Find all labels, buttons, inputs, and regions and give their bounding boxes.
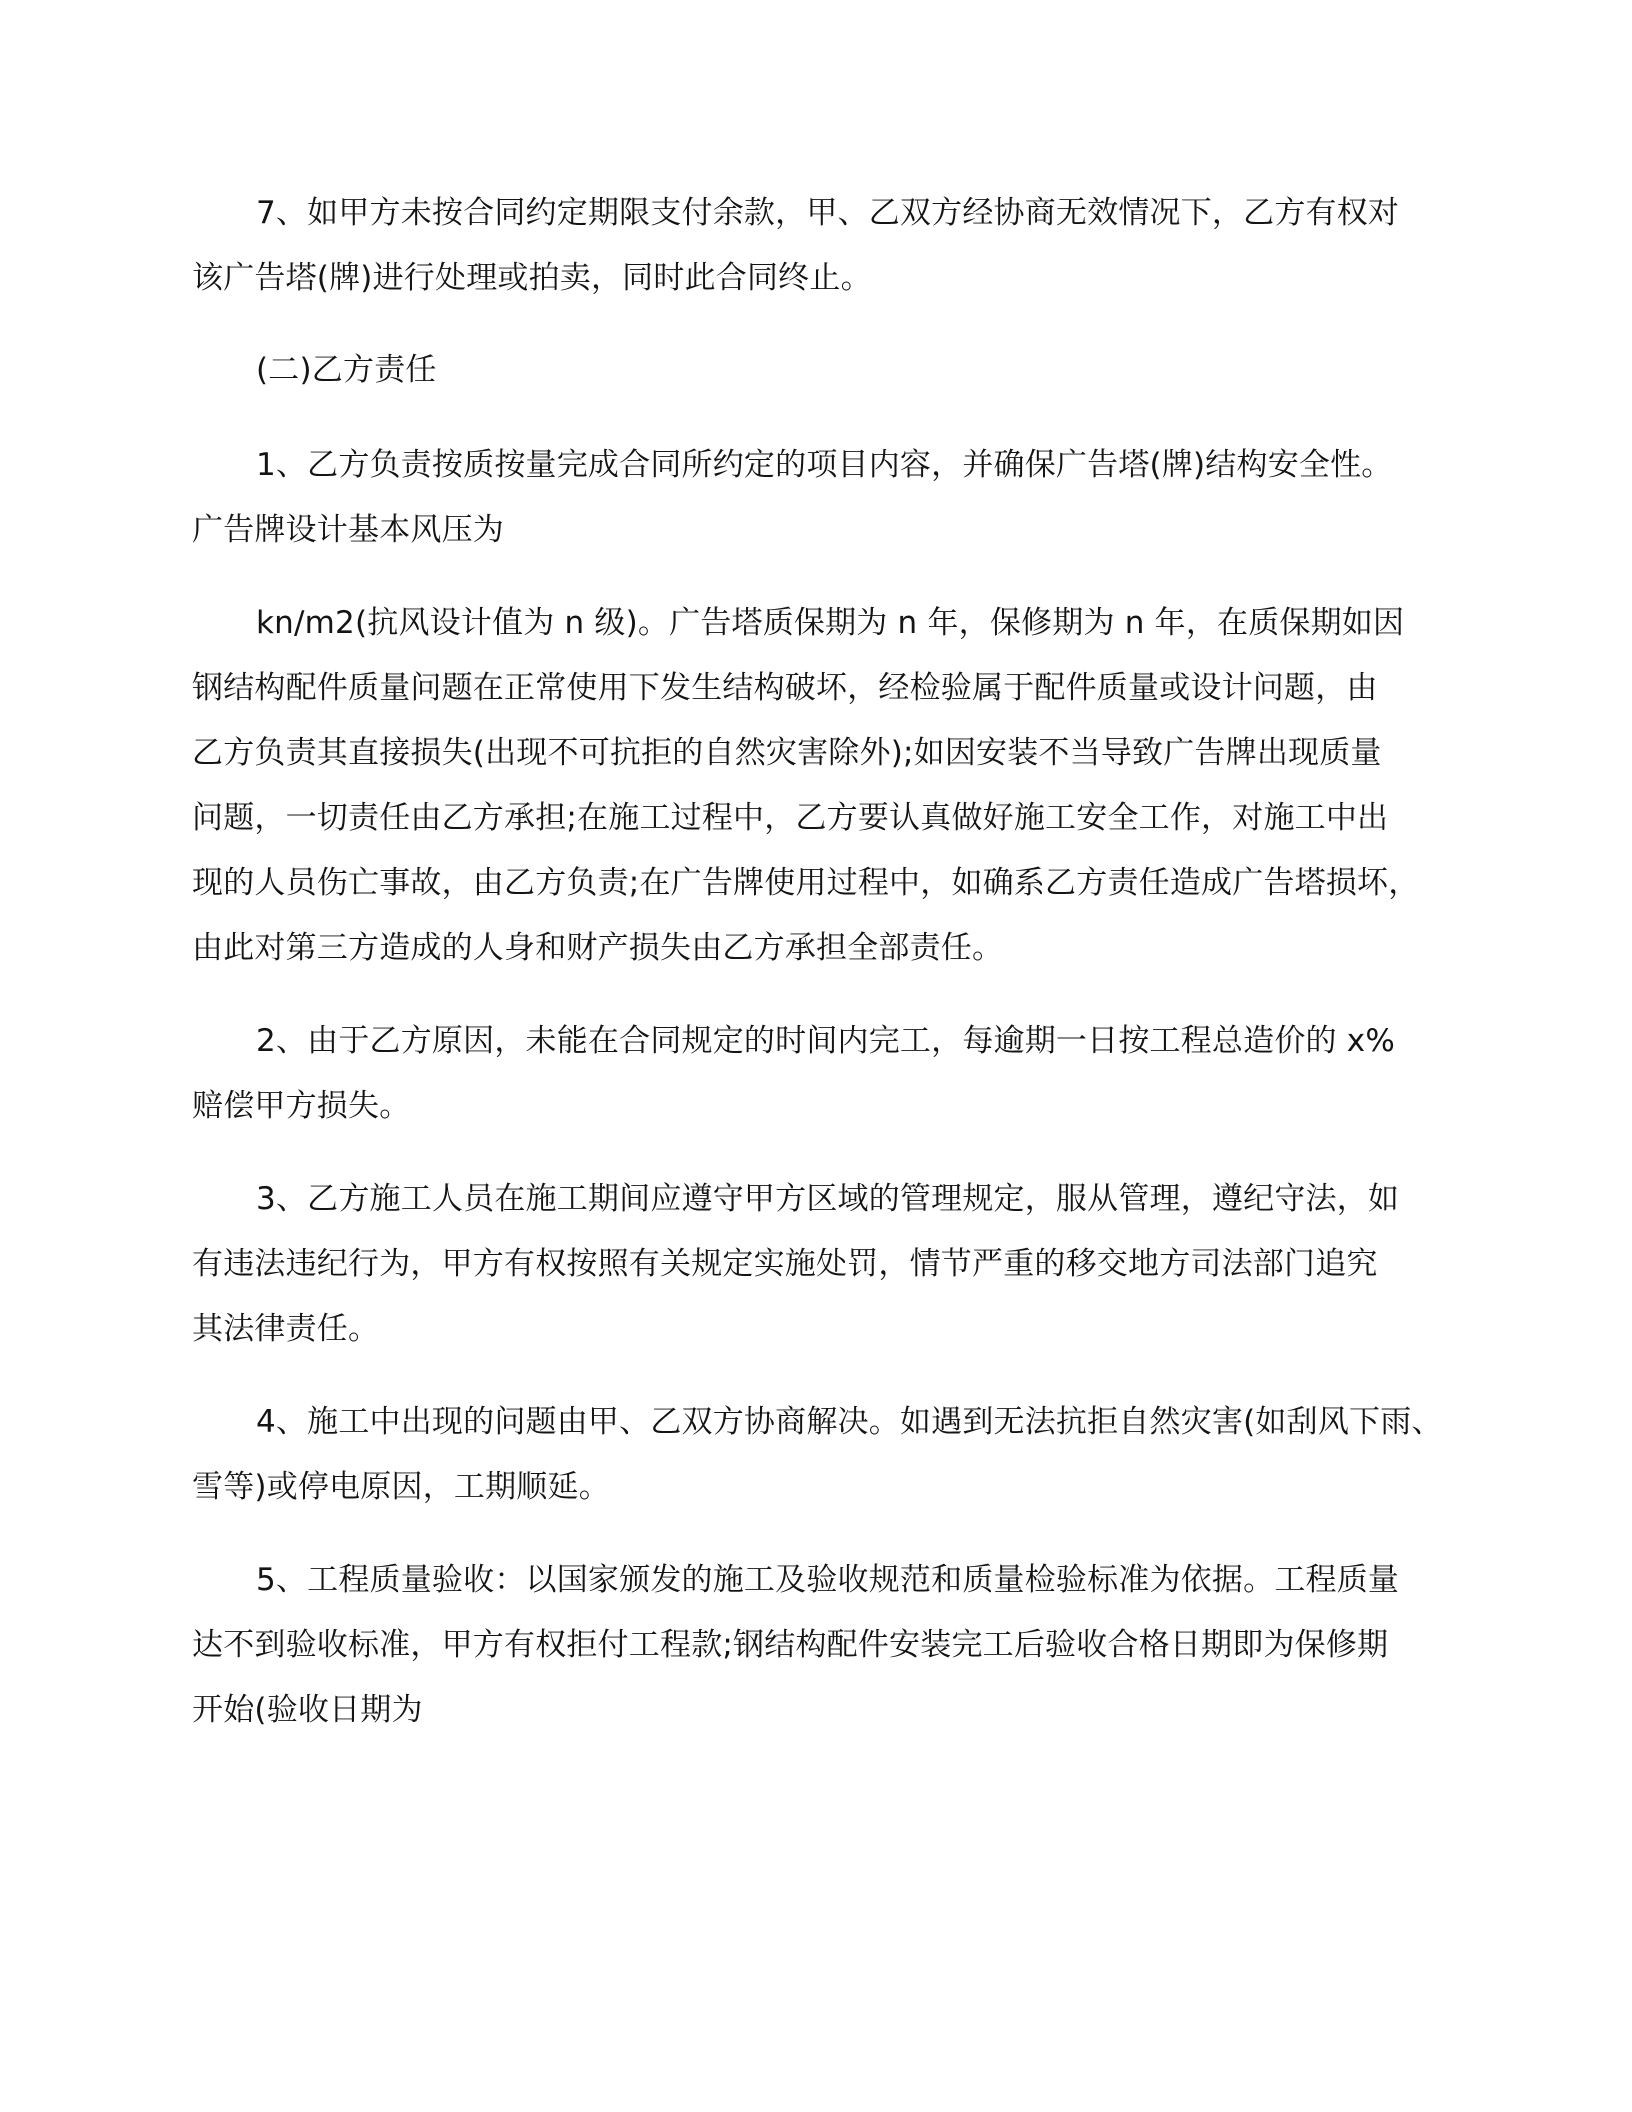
clause-1-cont-line-1: kn/m2(抗风设计值为 n 级)。广告塔质保期为 n 年，保修期为 n 年，在质保期如因	[256, 605, 1405, 641]
clause-1-cont-line-6: 由此对第三方造成的人身和财产损失由乙方承担全部责任。	[192, 930, 1004, 966]
section-heading: (二)乙方责任	[256, 352, 437, 388]
clause-5-line-1: 5、工程质量验收：以国家颁发的施工及验收规范和质量检验标准为依据。工程质量	[256, 1562, 1400, 1598]
clause-2-line-2: 赔偿甲方损失。	[192, 1088, 411, 1124]
clause-1-cont-line-5: 现的人员伤亡事故，由乙方负责;在广告牌使用过程中，如确系乙方责任造成广告塔损坏，	[192, 865, 1420, 901]
clause-7-line-2: 该广告塔(牌)进行处理或拍卖，同时此合同终止。	[192, 260, 872, 296]
clause-3-line-3: 其法律责任。	[192, 1311, 380, 1347]
clause-7-line-1: 7、如甲方未按合同约定期限支付余款，甲、乙双方经协商无效情况下，乙方有权对	[256, 195, 1400, 231]
clause-1-cont-line-4: 问题，一切责任由乙方承担;在施工过程中，乙方要认真做好施工安全工作，对施工中出	[192, 800, 1389, 836]
clause-4-line-2: 雪等)或停电原因，工期顺延。	[192, 1469, 610, 1505]
clause-1-cont-line-2: 钢结构配件质量问题在正常使用下发生结构破坏，经检验属于配件质量或设计问题，由	[192, 670, 1378, 706]
clause-5-line-3: 开始(验收日期为	[192, 1692, 423, 1728]
clause-2-line-1: 2、由于乙方原因，未能在合同规定的时间内完工，每逾期一日按工程总造价的 x%	[256, 1023, 1395, 1059]
clause-1-cont-line-3: 乙方负责其直接损失(出现不可抗拒的自然灾害除外);如因安装不当导致广告牌出现质量	[192, 735, 1382, 771]
clause-3-line-2: 有违法违纪行为，甲方有权按照有关规定实施处罚，情节严重的移交地方司法部门追究	[192, 1246, 1378, 1282]
clause-5-line-2: 达不到验收标准，甲方有权拒付工程款;钢结构配件安装完工后验收合格日期即为保修期	[192, 1627, 1389, 1663]
clause-4-line-1: 4、施工中出现的问题由甲、乙双方协商解决。如遇到无法抗拒自然灾害(如刮风下雨、	[256, 1404, 1443, 1440]
clause-1-line-1: 1、乙方负责按质按量完成合同所约定的项目内容，并确保广告塔(牌)结构安全性。	[256, 447, 1393, 483]
clause-3-line-1: 3、乙方施工人员在施工期间应遵守甲方区域的管理规定，服从管理，遵纪守法，如	[256, 1181, 1400, 1217]
clause-1-line-2: 广告牌设计基本风压为	[192, 512, 504, 548]
